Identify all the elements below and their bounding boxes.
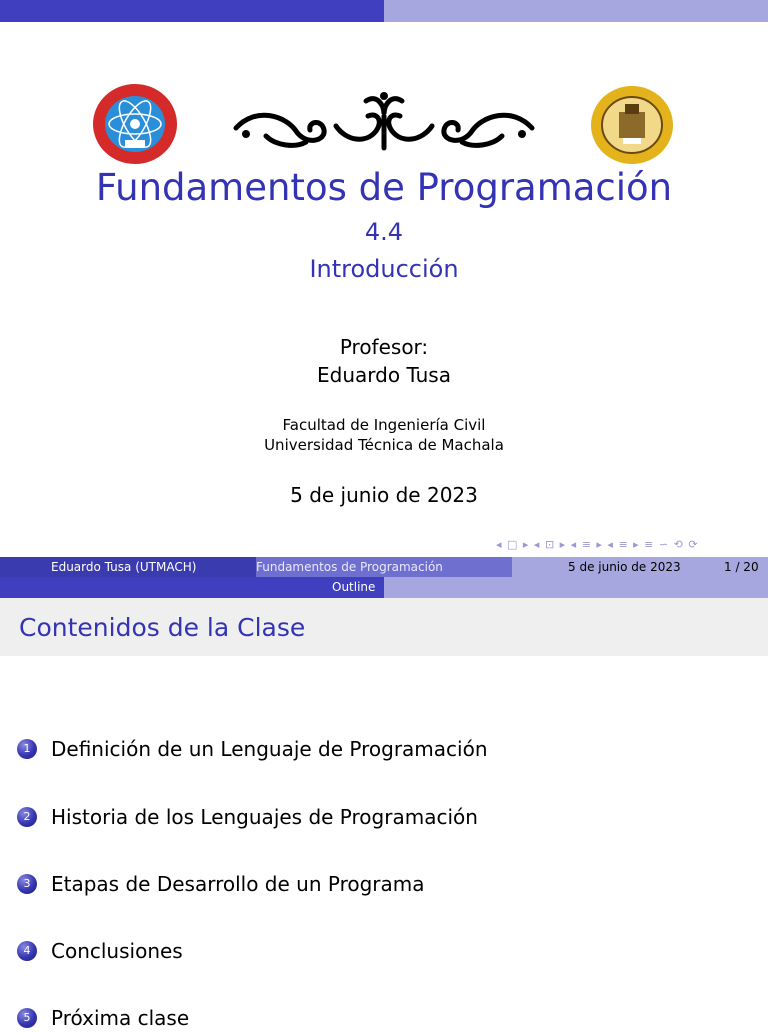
header-bar-right	[384, 0, 768, 22]
presentation-subtitle-number: 4.4	[364, 218, 404, 246]
toc-item-label: Próxima clase	[51, 1006, 190, 1030]
toc-item-label: Etapas de Desarrollo de un Programa	[51, 872, 425, 896]
frame-title: Contenidos de la Clase	[19, 613, 306, 642]
header-bar-left	[0, 0, 384, 22]
section-bar-left	[0, 577, 384, 598]
presentation-subtitle: Introducción	[309, 255, 459, 283]
toc-item-label: Definición de un Lenguaje de Programación	[51, 737, 488, 761]
footer-author: Eduardo Tusa (UTMACH)	[51, 560, 197, 574]
toc-item-label: Historia de los Lenguajes de Programación	[51, 805, 478, 829]
toc-item[interactable]	[17, 734, 488, 764]
institute-faculty: Facultad de Ingeniería Civil	[282, 416, 486, 434]
toc-item[interactable]	[17, 869, 425, 899]
number-bullet-icon: 4	[17, 941, 37, 961]
toc-item[interactable]	[17, 802, 478, 832]
number-bullet-icon: 1	[17, 739, 37, 759]
institute-university: Universidad Técnica de Machala	[264, 436, 504, 454]
beamer-navigation-icons[interactable]: ◂ □ ▸ ◂ ⊡ ▸ ◂ ≡ ▸ ◂ ≡ ▸ ≡ ∽ ⟲ ⟳	[496, 538, 699, 551]
faculty-seal-logo	[589, 84, 675, 166]
toc-item[interactable]	[17, 936, 183, 966]
footer-date: 5 de junio de 2023	[568, 560, 681, 574]
section-bar-right	[384, 577, 768, 598]
number-bullet-icon: 3	[17, 874, 37, 894]
presentation-date: 5 de junio de 2023	[290, 483, 478, 507]
toc-item-label: Conclusiones	[51, 939, 183, 963]
section-outline-label[interactable]: Outline	[332, 580, 376, 594]
number-bullet-icon: 2	[17, 807, 37, 827]
presentation-title: Fundamentos de Programación	[95, 166, 673, 209]
author-label: Profesor:	[339, 335, 429, 359]
footer-title: Fundamentos de Programación	[256, 560, 443, 574]
author-name: Eduardo Tusa	[317, 363, 451, 387]
toc-item[interactable]	[17, 1003, 189, 1033]
university-seal-logo	[91, 82, 179, 166]
number-bullet-icon: 5	[17, 1008, 37, 1028]
ornament-flourish	[226, 86, 542, 158]
footer-page-number: 1 / 20	[724, 560, 759, 574]
